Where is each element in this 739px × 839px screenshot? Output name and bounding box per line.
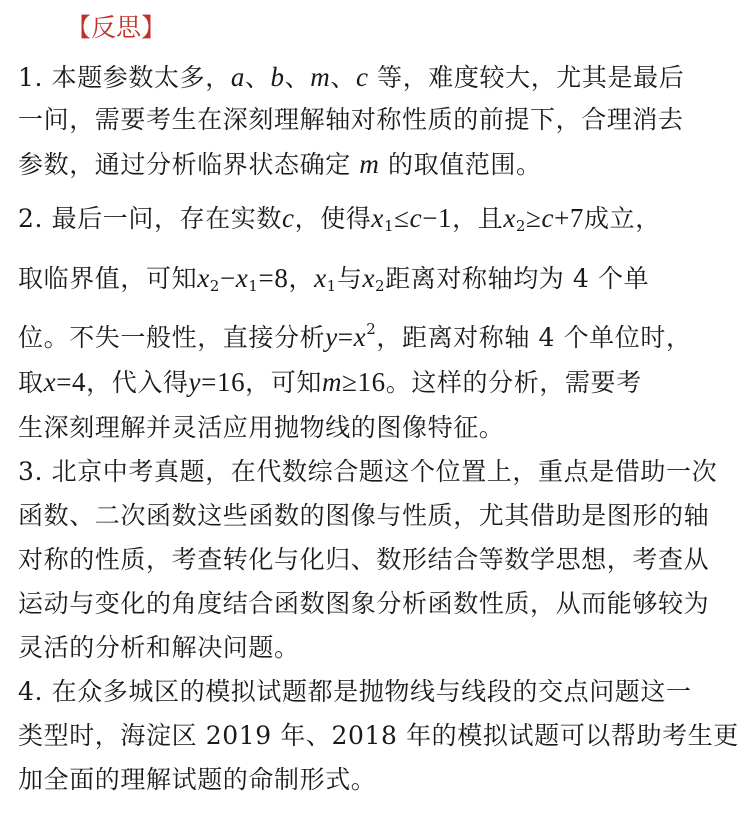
var-c: c — [355, 62, 369, 92]
text-run: 与 — [336, 264, 363, 293]
p2-line-2 — [18, 258, 649, 298]
p4-line-1: 4. 在众多城区的模拟试题都是抛物线与线段的交点问题这一 — [18, 677, 692, 706]
text-run: ，且 — [452, 204, 504, 233]
text-run: 、 — [330, 63, 356, 92]
p1-line-3 — [18, 144, 542, 184]
text-run: 。这样的分析，需要考 — [385, 368, 642, 397]
var-c: c — [541, 203, 555, 233]
text-run: 参数，通过分析临界状态确定 — [18, 150, 360, 179]
text-run: 1. 本题参数太多， — [18, 63, 231, 92]
p4-line-3: 加全面的理解试题的命制形式。 — [18, 765, 377, 794]
p3-line-4: 运动与变化的角度结合函数图象分析函数性质，从而能够较为 — [18, 589, 710, 618]
math-text: +7 — [554, 203, 585, 233]
text-run: 的取值范围。 — [379, 150, 542, 179]
var-b: b — [270, 62, 285, 92]
math-text: =16 — [201, 367, 246, 397]
text-run: ，距离对称轴 4 个单位时， — [376, 323, 692, 352]
subscript: 1 — [326, 277, 337, 295]
subscript: 2 — [209, 277, 220, 295]
text-run: 取临界值，可知 — [18, 264, 198, 293]
var-x: x — [371, 203, 385, 233]
operator: ≥ — [526, 203, 542, 233]
subscript: 2 — [375, 277, 386, 295]
text-run: ， — [288, 264, 315, 293]
p2-line-1 — [18, 198, 661, 238]
p1-line-1 — [18, 57, 684, 97]
math-text: −1 — [422, 203, 453, 233]
p3-line-1: 3. 北京中考真题，在代数综合题这个位置上，重点是借助一次 — [18, 457, 718, 486]
var-x: x — [197, 263, 210, 293]
math-text: ≥16 — [342, 367, 386, 397]
subscript: 2 — [515, 217, 527, 235]
p2-line-5: 生深刻理解并灵活应用抛物线的图像特征。 — [18, 413, 505, 442]
text-run: 距离对称轴均为 4 个单 — [385, 264, 650, 293]
var-x: x — [503, 203, 516, 233]
operator: ≤ — [394, 203, 410, 233]
p3-line-5: 灵活的分析和解决问题。 — [18, 633, 300, 662]
text-run: 位。不失一般性，直接分析 — [18, 323, 326, 352]
math-text: =8 — [258, 263, 289, 293]
var-c: c — [409, 203, 423, 233]
text-run: 成立， — [584, 204, 661, 233]
text-run: ，可知 — [245, 368, 322, 397]
text-run: 等，难度较大，尤其是最后 — [368, 63, 685, 92]
math-text: =4 — [56, 367, 87, 397]
section-heading: 【反思】 — [66, 13, 167, 42]
p3-line-3: 对称的性质，考查转化与化归、数形结合等数学思想，考查从 — [18, 545, 710, 574]
var-m: m — [310, 62, 331, 92]
var-m: m — [359, 149, 380, 179]
p2-line-4 — [18, 362, 642, 402]
text-run: ，使得 — [294, 204, 372, 233]
text-run: 取 — [18, 368, 44, 397]
text-run: 、 — [244, 63, 271, 92]
var-x: x — [43, 367, 57, 397]
var-y: y — [325, 322, 338, 352]
var-x: x — [314, 263, 327, 293]
var-x: x — [353, 322, 367, 352]
var-m: m — [321, 367, 343, 397]
operator: = — [337, 322, 354, 352]
p1-line-2: 一问，需要考生在深刻理解轴对称性质的前提下，合理消去 — [18, 105, 684, 134]
text-run: ，代入得 — [86, 368, 189, 397]
operator: − — [219, 263, 236, 293]
subscript: 1 — [248, 277, 259, 295]
text-run: 、 — [284, 63, 311, 92]
p2-line-3 — [18, 309, 692, 352]
var-x: x — [362, 263, 376, 293]
var-c: c — [282, 203, 295, 233]
var-a: a — [230, 62, 245, 92]
var-x: x — [235, 263, 249, 293]
superscript: 2 — [366, 320, 377, 338]
text-run: 2. 最后一问，存在实数 — [18, 204, 283, 233]
subscript: 1 — [384, 217, 395, 235]
p3-line-2: 函数、二次函数这些函数的图像与性质，尤其借助是图形的轴 — [18, 501, 710, 530]
p4-line-2: 类型时，海淀区 2019 年、2018 年的模拟试题可以帮助考生更 — [18, 721, 739, 750]
var-y: y — [188, 367, 202, 397]
